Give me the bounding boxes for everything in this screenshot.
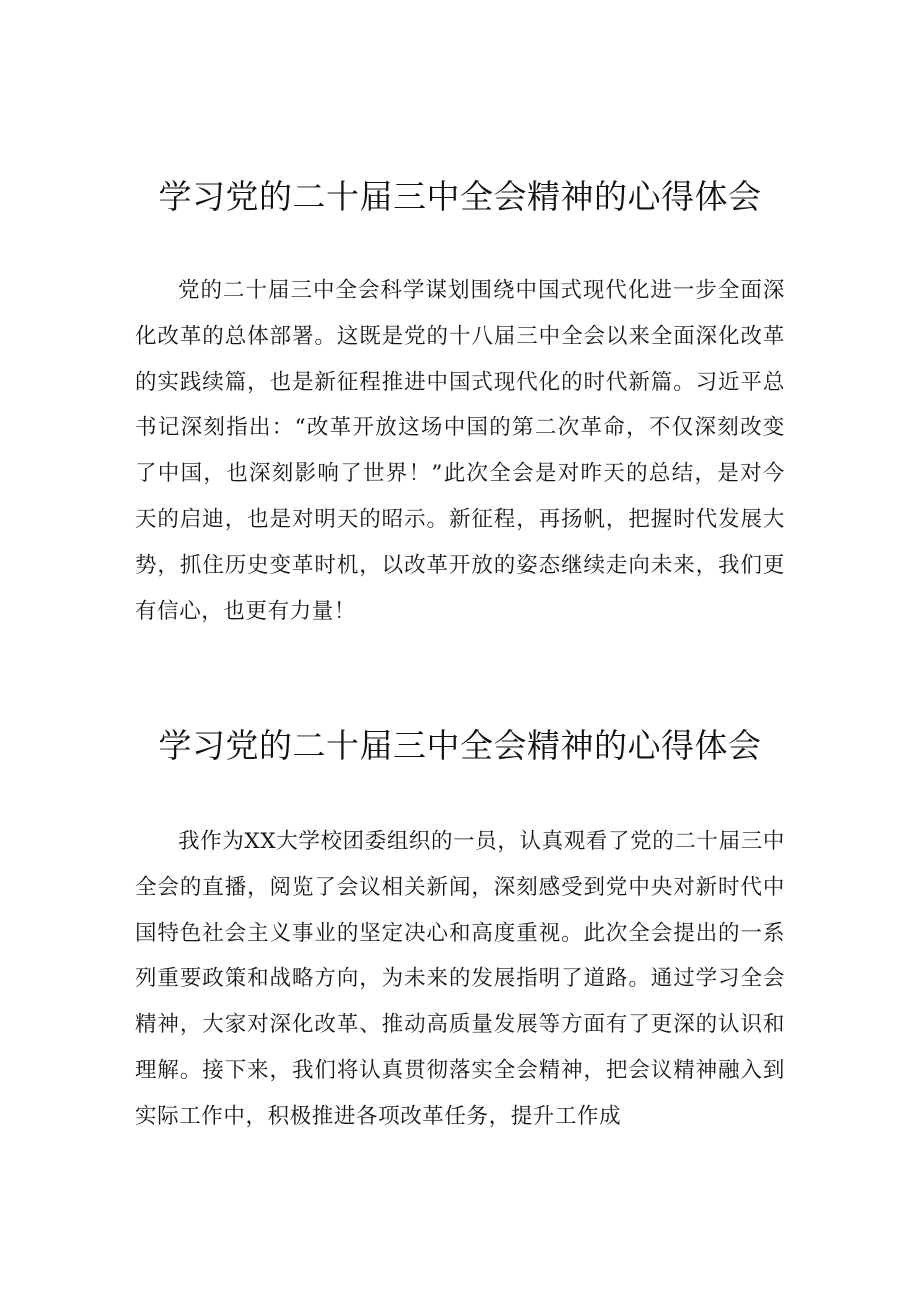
essay-section-1 <box>135 168 785 634</box>
section-title: 学习党的二十届三中全会精神的心得体会 <box>158 177 762 216</box>
section-paragraph: 党的二十届三中全会科学谋划围绕中国式现代化进一步全面深化改革的总体部署。这既是党的十八届三中全会以来全面深化改革的实践续篇，也是新征程推进中国式现代化的时代新篇。习近平总书记深刻指出：“改革开放这场中国的第二次革命，不仅深刻改变了中国，也深刻影响了世界！”此次全会是对昨天的总结，是对今天的启迪，也是对明天的昭示。新征程，再扬帆，把握时代发展大势，抓住历史变革时机，以改革开放的姿态继续走向未来，我们更有信心，也更有力量！ <box>135 278 785 624</box>
essay-section-2 <box>135 717 785 1140</box>
section-title: 学习党的二十届三中全会精神的心得体会 <box>158 726 762 765</box>
section-paragraph: 我作为XX大学校团委组织的一员，认真观看了党的二十届三中全会的直播，阅览了会议相关新闻，深刻感受到党中央对新时代中国特色社会主义事业的坚定决心和高度重视。此次全会提出的一系列重要政策和战略方向，为未来的发展指明了道路。通过学习全会精神，大家对深化改革、推动高质量发展等方面有了更深的认识和理解。接下来，我们将认真贯彻落实全会精神，把会议精神融入到实际工作中，积极推进各项改革任务，提升工作成 <box>135 829 785 1129</box>
